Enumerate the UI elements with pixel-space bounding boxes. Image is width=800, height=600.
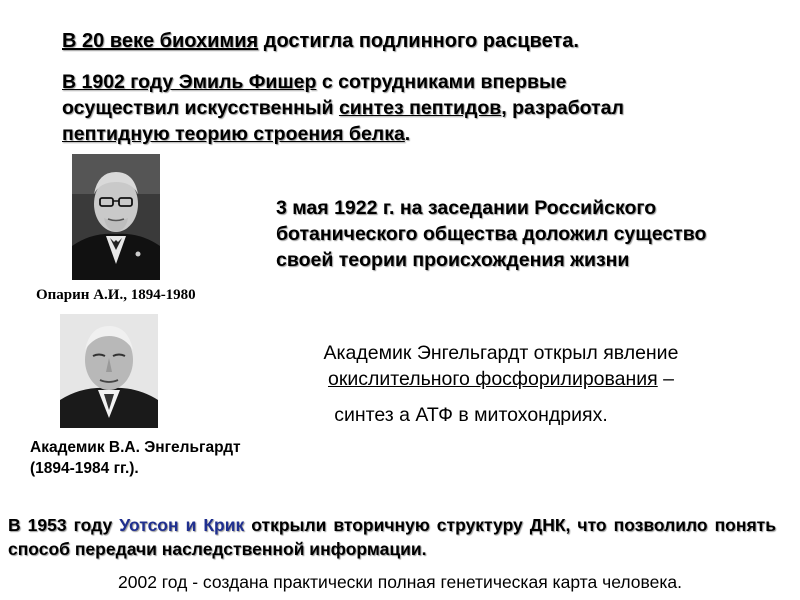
engelhardt-caption-name: Академик В.А. Энгельгардт <box>30 439 241 456</box>
fischer-text-b: , разработал <box>501 97 624 119</box>
oparin-portrait <box>72 154 160 280</box>
fischer-protein-theory: пептидную теорию строения белка <box>62 123 405 145</box>
oparin-caption: Опарин А.И., 1894-1980 <box>36 287 196 303</box>
fischer-period: . <box>404 123 411 145</box>
genome-line: 2002 год - создана практически полная генетическая карта человека. <box>118 572 682 592</box>
engelhardt-text <box>270 340 732 392</box>
intro-underlined: В 20 веке биохимия <box>62 30 259 52</box>
engelhardt-caption-years: (1894-1984 гг.). <box>30 460 139 477</box>
dna-text-b: открыли вторичную структуру ДНК, что позволило понять способ передачи наследственной информации. <box>8 515 776 559</box>
oparin-portrait-drawing <box>72 154 160 280</box>
engelhardt-portrait <box>60 314 158 428</box>
watson-crick: Уотсон и Крик <box>119 515 245 535</box>
fischer-paragraph <box>62 69 662 147</box>
dna-text-a: В 1953 году <box>8 515 120 535</box>
engelhardt-dash: – <box>657 368 674 390</box>
intro-line <box>62 30 579 53</box>
engelhardt-text-a: Академик Энгельгардт открыл явление <box>323 342 679 364</box>
dna-paragraph <box>8 513 776 561</box>
engelhardt-portrait-drawing <box>60 314 158 428</box>
fischer-name: В 1902 году Эмиль Фишер <box>62 71 317 93</box>
engelhardt-caption <box>30 437 290 479</box>
fischer-peptide-synthesis: синтез пептидов <box>338 97 502 119</box>
atp-period: . <box>602 404 608 426</box>
atp-synthesis-text: синтез а АТФ в митохондриях <box>334 404 603 426</box>
oxidative-phosphorylation: окислительного фосфорилирования <box>328 368 658 390</box>
oparin-text: 3 мая 1922 г. на заседании Российского ботанического общества доложил существо своей теории происхождения жизни <box>276 197 707 271</box>
intro-rest: достигла подлинного расцвета. <box>258 30 579 52</box>
fischer-text-a: с сотрудниками впервые осуществил искусственный <box>62 71 567 119</box>
atp-synthesis-line <box>270 404 672 427</box>
